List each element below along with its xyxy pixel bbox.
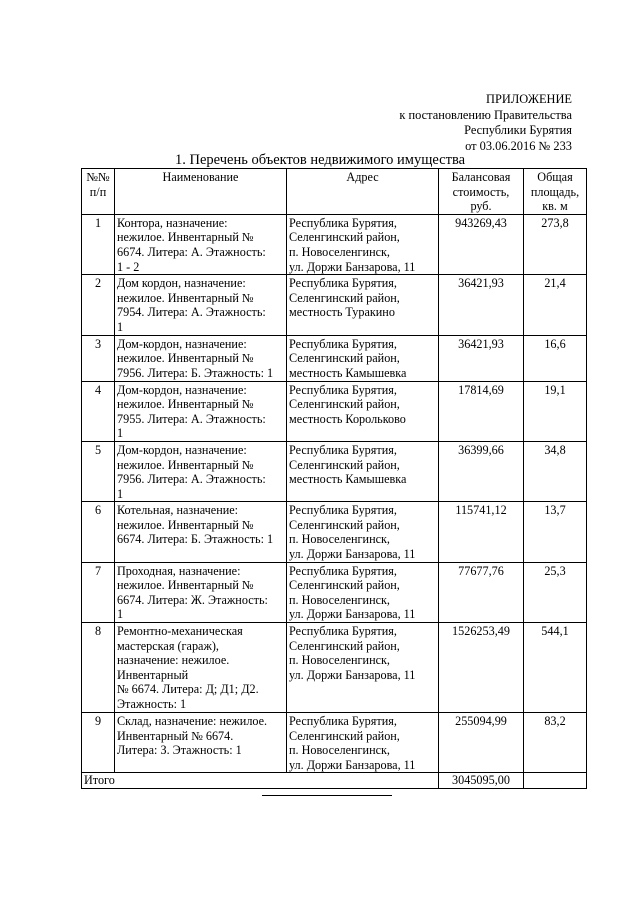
appendix-decree-line: к постановлению Правительства (399, 107, 572, 122)
appendix-title: ПРИЛОЖЕНИЕ (486, 92, 572, 106)
object-name-line: Дом-кордон, назначение: (117, 336, 247, 351)
object-name-line: Дом-кордон, назначение: (117, 382, 247, 397)
object-address-line: Республика Бурятия, (289, 442, 397, 457)
balance-value: 1526253,49 (439, 623, 524, 713)
row-number: 2 (82, 275, 115, 335)
header-balance-line1: Балансовая (451, 170, 511, 184)
table-row (82, 381, 587, 441)
object-address-line: местность Корольково (289, 411, 406, 426)
object-name (115, 214, 287, 274)
table-row (82, 275, 587, 335)
object-name (115, 502, 287, 562)
object-address-line: Селенгинский район, (289, 728, 400, 743)
object-name-line: 7956. Литера: А. Этажность: (117, 472, 266, 487)
header-name: Наименование (115, 169, 287, 215)
object-name-line: 7955. Литера: А. Этажность: (117, 411, 266, 426)
table-row (82, 502, 587, 562)
object-address-line: ул. Доржи Банзарова, 11 (289, 757, 416, 772)
object-name-line: Ремонтно-механическая (117, 624, 243, 639)
header-balance-line2: стоимость, (452, 184, 510, 199)
object-name (115, 381, 287, 441)
object-name-line: Этажность: 1 (117, 697, 187, 711)
header-number-line2: п/п (89, 184, 107, 199)
object-name-line: назначение: нежилое. (117, 653, 230, 668)
header-number (82, 169, 115, 215)
balance-value: 77677,76 (439, 562, 524, 622)
header-area-line3: кв. м (542, 199, 568, 214)
object-address-line: ул. Доржи Банзарова, 11 (289, 667, 416, 682)
object-name-line: 7956. Литера: Б. Этажность: 1 (117, 365, 274, 380)
area-value: 83,2 (524, 713, 587, 773)
object-address-line: Селенгинский район, (289, 517, 400, 532)
table-row (82, 335, 587, 381)
object-name (115, 562, 287, 622)
object-name (115, 275, 287, 335)
appendix-date-line: от 03.06.2016 № 233 (465, 138, 572, 153)
balance-value: 36421,93 (439, 335, 524, 381)
object-address-line: Республика Бурятия, (289, 563, 397, 578)
object-address (287, 214, 439, 274)
balance-value: 17814,69 (439, 381, 524, 441)
table-body (82, 214, 587, 773)
header-balance (439, 169, 524, 215)
header-address: Адрес (287, 169, 439, 215)
total-label: Итого (82, 773, 439, 789)
object-name-line: 6674. Литера: Б. Этажность: 1 (117, 532, 274, 547)
object-address-line: ул. Доржи Банзарова, 11 (289, 607, 416, 622)
header-area-line2: площадь, (530, 184, 580, 199)
object-name-line: Инвентарный № 6674. (117, 728, 234, 743)
object-name-line: Литера: З. Этажность: 1 (117, 743, 242, 758)
object-address-line: п. Новоселенгинск, (289, 592, 390, 607)
total-area (524, 773, 587, 789)
table-row (82, 441, 587, 501)
object-address (287, 441, 439, 501)
object-address-line: ул. Доржи Банзарова, 11 (289, 547, 416, 562)
object-name-line: нежилое. Инвентарный № (117, 351, 254, 366)
row-number: 9 (82, 713, 115, 773)
appendix-header (312, 92, 572, 154)
table-row (82, 562, 587, 622)
object-address-line: Селенгинский район, (289, 457, 400, 472)
object-address-line: п. Новоселенгинск, (289, 244, 390, 259)
object-address-line: п. Новоселенгинск, (289, 532, 390, 547)
object-address-line: п. Новоселенгинск, (289, 653, 390, 668)
object-address-line: местность Туракино (289, 305, 395, 320)
document-title: 1. Перечень объектов недвижимого имущества (175, 152, 466, 168)
balance-value: 36421,93 (439, 275, 524, 335)
object-address-line: п. Новоселенгинск, (289, 743, 390, 758)
object-name-line: Дом кордон, назначение: (117, 276, 246, 291)
object-name-line: 1 (117, 319, 124, 334)
object-name-line: нежилое. Инвентарный № (117, 578, 254, 593)
table-row (82, 214, 587, 274)
object-name-line: нежилое. Инвентарный № (117, 457, 254, 472)
object-name-line: 6674. Литера: Ж. Этажность: (117, 592, 268, 607)
object-address (287, 562, 439, 622)
area-value: 25,3 (524, 562, 587, 622)
object-address-line: Селенгинский район, (289, 351, 400, 366)
table-row (82, 623, 587, 713)
object-name-line: 1 (117, 426, 124, 441)
appendix-republic-line: Республики Бурятия (464, 123, 572, 137)
table-header-row (82, 169, 587, 215)
object-name-line: 1 (117, 607, 124, 622)
object-address-line: Селенгинский район, (289, 397, 400, 412)
object-name-line: Инвентарный (117, 667, 189, 682)
object-address (287, 335, 439, 381)
area-value: 16,6 (524, 335, 587, 381)
object-address-line: Республика Бурятия, (289, 336, 397, 351)
object-address-line: местность Камышевка (289, 365, 407, 380)
object-address-line: Республика Бурятия, (289, 624, 397, 639)
object-name-line: Проходная, назначение: (117, 563, 241, 578)
object-name-line: 1 (117, 486, 124, 501)
balance-value: 255094,99 (439, 713, 524, 773)
object-address (287, 275, 439, 335)
balance-value: 115741,12 (439, 502, 524, 562)
row-number: 8 (82, 623, 115, 713)
balance-value: 943269,43 (439, 214, 524, 274)
total-row (82, 773, 587, 789)
object-name-line: 7954. Литера: А. Этажность: (117, 305, 266, 320)
object-name (115, 713, 287, 773)
object-address-line: Республика Бурятия, (289, 503, 397, 518)
object-address-line: местность Камышевка (289, 472, 407, 487)
header-number-line1: №№ (86, 170, 110, 184)
row-number: 4 (82, 381, 115, 441)
object-name-line: нежилое. Инвентарный № (117, 230, 254, 245)
object-address (287, 713, 439, 773)
object-name-line: нежилое. Инвентарный № (117, 517, 254, 532)
object-name (115, 335, 287, 381)
object-address (287, 381, 439, 441)
property-table (81, 168, 587, 789)
row-number: 3 (82, 335, 115, 381)
object-address-line: ул. Доржи Банзарова, 11 (289, 259, 416, 274)
object-name-line: нежилое. Инвентарный № (117, 290, 254, 305)
object-name-line: 6674. Литера: А. Этажность: (117, 244, 266, 259)
header-area-line1: Общая (537, 170, 573, 184)
object-address-line: Селенгинский район, (289, 230, 400, 245)
area-value: 19,1 (524, 381, 587, 441)
row-number: 5 (82, 441, 115, 501)
object-name-line: Контора, назначение: (117, 215, 228, 230)
object-name-line: 1 - 2 (117, 259, 140, 274)
area-value: 273,8 (524, 214, 587, 274)
total-balance: 3045095,00 (439, 773, 524, 789)
object-address-line: Республика Бурятия, (289, 215, 397, 230)
row-number: 7 (82, 562, 115, 622)
object-address-line: Республика Бурятия, (289, 382, 397, 397)
object-name-line: Склад, назначение: нежилое. (117, 714, 268, 729)
closing-underline (262, 795, 392, 796)
balance-value: 36399,66 (439, 441, 524, 501)
object-name (115, 623, 287, 713)
object-address-line: Республика Бурятия, (289, 276, 397, 291)
object-name-line: Котельная, назначение: (117, 503, 239, 518)
object-address-line: Республика Бурятия, (289, 714, 397, 729)
object-name-line: № 6674. Литера: Д; Д1; Д2. (117, 682, 259, 697)
area-value: 34,8 (524, 441, 587, 501)
header-area (524, 169, 587, 215)
object-address-line: Селенгинский район, (289, 638, 400, 653)
object-name-line: Дом-кордон, назначение: (117, 442, 247, 457)
area-value: 13,7 (524, 502, 587, 562)
row-number: 6 (82, 502, 115, 562)
header-balance-line3: руб. (470, 199, 492, 214)
object-address (287, 623, 439, 713)
area-value: 544,1 (524, 623, 587, 713)
object-address-line: Селенгинский район, (289, 290, 400, 305)
object-name-line: мастерская (гараж), (117, 638, 219, 653)
object-name (115, 441, 287, 501)
area-value: 21,4 (524, 275, 587, 335)
table-row (82, 713, 587, 773)
object-address-line: Селенгинский район, (289, 578, 400, 593)
object-address (287, 502, 439, 562)
object-name-line: нежилое. Инвентарный № (117, 397, 254, 412)
row-number: 1 (82, 214, 115, 274)
